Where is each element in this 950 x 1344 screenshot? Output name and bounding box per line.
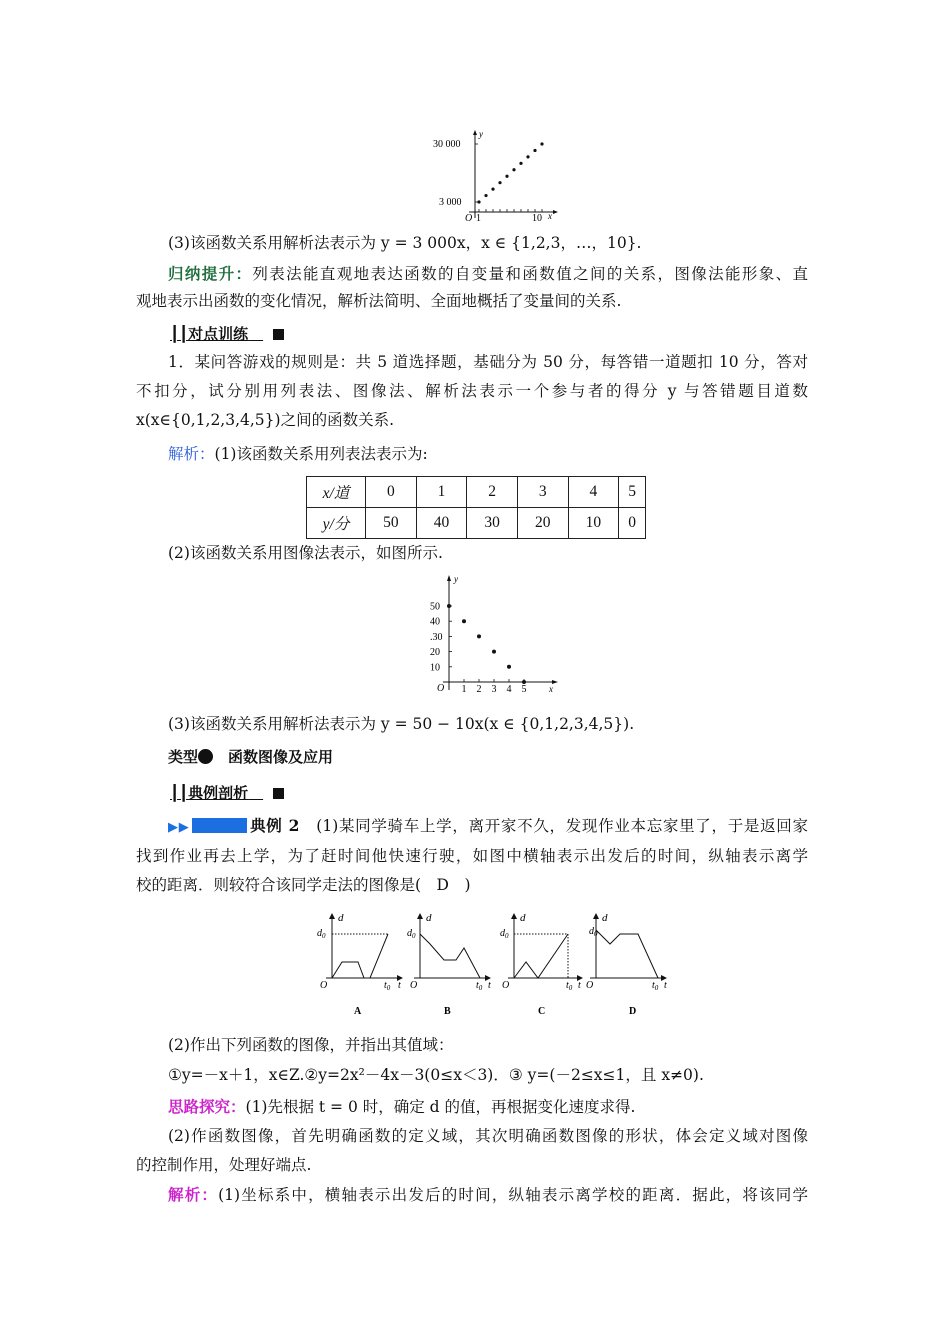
graph-d-path: [596, 930, 658, 978]
x-tick-label: 1: [461, 684, 467, 695]
y-tick-label: 40: [430, 616, 440, 628]
x-tick-label: 3: [491, 684, 497, 695]
type-title: 函数图像及应用: [228, 748, 334, 766]
y-tick-label: 50: [430, 601, 440, 613]
data-point: [519, 162, 522, 165]
d0-label: $d_0$: [589, 926, 598, 938]
square-icon: [273, 788, 284, 799]
data-point: [526, 155, 529, 158]
y-axis-label: y: [454, 574, 458, 584]
data-point: [492, 650, 496, 654]
type-prefix: 类型: [168, 748, 199, 766]
graph-d-label: D: [629, 1006, 637, 1017]
summary-label: 归纳提升：: [168, 264, 253, 283]
y-axis-arrow: [473, 130, 477, 135]
t0-label: $t_0$: [476, 980, 483, 992]
table-cell: 0: [366, 477, 417, 508]
y-tick-label: 20: [430, 647, 440, 659]
answer-2-line: (2)该函数关系用图像法表示，如图所示.: [168, 544, 443, 562]
number-badge-icon: [198, 749, 213, 764]
table-header-x: x/道: [307, 477, 366, 508]
d0-label: $d_0$: [500, 928, 509, 940]
y-tick-top: 30 000: [433, 139, 461, 150]
hint-2-line-1: (2)作函数图像，首先明确函数的定义域，其次明确函数图像的形状，体会定义域对图像: [168, 1127, 808, 1145]
data-point: [507, 665, 511, 669]
section-title: 典例剖析: [188, 784, 249, 802]
summary-line-2: 观地表示出函数的变化情况，解析法简明、全面地概括了变量间的关系.: [136, 292, 622, 310]
table-cell: 0: [619, 508, 646, 539]
table-cell: 4: [568, 477, 619, 508]
x-tick-label: 5: [521, 684, 527, 695]
origin-label: O: [586, 980, 594, 991]
graph-c: [500, 912, 581, 1017]
section-dianli-pouxi: ┃┃典例剖析: [170, 782, 284, 803]
example-2-functions: ①y=－x＋1，x∈Z.②y=2x²－4x－3(0≤x＜3)．③ y=(－2≤x≤1，且 x≠0).: [168, 1066, 704, 1084]
graph-d: [586, 912, 667, 1017]
data-point: [512, 168, 515, 171]
example-2-part-2: (2)作出下列函数的图像，并指出其值域：: [168, 1036, 454, 1054]
graph-a-path: [332, 934, 388, 978]
table-cell: 20: [517, 508, 568, 539]
data-point: [477, 200, 480, 203]
graph-b-label: B: [444, 1006, 451, 1017]
hint-line: [168, 1096, 635, 1118]
origin-label: O: [437, 683, 445, 694]
summary-text-1: 列表法能直观地表达函数的自变量和函数值之间的关系，图像法能形象、直: [252, 265, 808, 283]
d0-label: $d_0$: [407, 928, 416, 940]
example-2-line-2: 找到作业再去上学，为了赶时间他快速行驶，如图中横轴表示出发后的时间，纵轴表示离学: [136, 847, 808, 865]
table-cell: 10: [568, 508, 619, 539]
d-label: d: [602, 912, 608, 924]
scatter-plot-figure-1: [428, 128, 560, 224]
data-point: [447, 604, 451, 608]
hint-text: (1)先根据 t = 0 时，确定 d 的值，再根据变化速度求得.: [245, 1098, 636, 1116]
d0-label: $d_0$: [317, 928, 326, 940]
solution-text: (1)坐标系中，横轴表示出发后的时间，纵轴表示离学校的距离．据此，将该同学: [218, 1186, 808, 1204]
x-axis-label: x: [549, 684, 553, 694]
origin-label: O: [465, 213, 473, 224]
table-cell: 5: [619, 477, 646, 508]
t-label: t: [398, 980, 401, 991]
question-1-line-2: 不扣分，试分别用列表法、图像法、解析法表示一个参与者的得分 y 与答错题目道数: [136, 382, 808, 400]
t-label: t: [664, 980, 667, 991]
graph-a: [317, 912, 401, 1017]
t0-label: $t_0$: [652, 980, 659, 992]
answer-label: 解析：: [168, 445, 215, 463]
type-heading: [168, 746, 333, 768]
graph-b: [407, 912, 491, 1017]
data-point: [477, 634, 481, 638]
graph-c-path: [514, 934, 568, 978]
origin-label: O: [502, 980, 510, 991]
example-text-1: (1)某同学骑车上学，离开家不久，发现作业本忘家里了，于是返回家: [316, 817, 808, 835]
data-point: [491, 188, 494, 191]
graph-b-path: [420, 934, 480, 978]
y-tick-label: .30: [430, 631, 443, 643]
table-cell: 40: [416, 508, 467, 539]
table-cell: 1: [416, 477, 467, 508]
section-title: 对点训练: [188, 325, 249, 343]
answer-text: (1)该函数关系用列表法表示为:: [214, 445, 428, 463]
double-arrow-icon: ▶▶: [168, 820, 190, 835]
data-point: [540, 142, 543, 145]
hint-label: 思路探究：: [168, 1097, 246, 1116]
y-tick-bottom: 3 000: [439, 197, 462, 208]
y-axis-label: y: [479, 129, 483, 139]
answer-3-line: (3)该函数关系用解析法表示为 y = 50 − 10x(x ∈ {0,1,2,3,4,5}).: [168, 715, 635, 733]
table-cell: 30: [467, 508, 518, 539]
data-point: [533, 149, 536, 152]
summary-line-1: [168, 263, 808, 285]
graph-c-label: C: [538, 1006, 546, 1017]
x-axis-label: x: [548, 211, 552, 221]
y-tick-label: 10: [430, 662, 440, 674]
paragraph-analytic-form: (3)该函数关系用解析法表示为 y = 3 000x，x ∈ {1,2,3，…，10}.: [168, 234, 642, 252]
example-2-line-3: 校的距离．则较符合该同学走法的图像是( D ): [136, 876, 471, 894]
value-table: [306, 476, 646, 539]
data-point: [484, 194, 487, 197]
t0-label: $t_0$: [566, 980, 573, 992]
origin-label: O: [320, 980, 328, 991]
x-tick-label: 2: [476, 684, 482, 695]
table-cell: 3: [517, 477, 568, 508]
d-label: d: [520, 912, 526, 924]
scatter-plot-figure-2: [421, 572, 561, 696]
answer-1-line: [168, 443, 428, 465]
x-axis-arrow: [553, 210, 558, 214]
x-tick-ten: 10: [532, 213, 542, 224]
example-tag-icon: [192, 818, 247, 833]
table-row: [307, 508, 646, 539]
graph-a-label: A: [354, 1006, 362, 1017]
question-1-line-3: x(x∈{0,1,2,3,4,5})之间的函数关系.: [136, 411, 395, 429]
example-2-line-1: [168, 815, 808, 839]
section-duidian-xunlian: ┃┃对点训练: [170, 323, 284, 344]
data-point: [498, 181, 501, 184]
x-tick-one: 1: [476, 213, 481, 224]
t0-label: $t_0$: [384, 980, 391, 992]
x-tick-label: 4: [506, 684, 512, 695]
hint-2-line-2: 的控制作用，处理好端点.: [136, 1156, 312, 1174]
origin-label: O: [410, 980, 418, 991]
solution-label: 解析：: [168, 1185, 219, 1204]
y-axis-arrow: [447, 575, 451, 581]
data-point: [522, 680, 526, 684]
data-point: [462, 619, 466, 623]
question-1-line-1: 1．某问答游戏的规则是：共 5 道选择题，基础分为 50 分，每答错一道题扣 10 分，答对: [168, 353, 808, 371]
solution-line: [168, 1184, 808, 1206]
example-label: 典例 2: [249, 816, 300, 835]
table-cell: 2: [467, 477, 518, 508]
d-label: d: [338, 912, 344, 924]
t-label: t: [488, 980, 491, 991]
data-point: [505, 175, 508, 178]
table-row: [307, 477, 646, 508]
square-icon: [273, 329, 284, 340]
table-header-y: y/分: [307, 508, 366, 539]
choice-graphs: [314, 910, 674, 1022]
t-label: t: [578, 980, 581, 991]
table-cell: 50: [366, 508, 417, 539]
d-label: d: [426, 912, 432, 924]
